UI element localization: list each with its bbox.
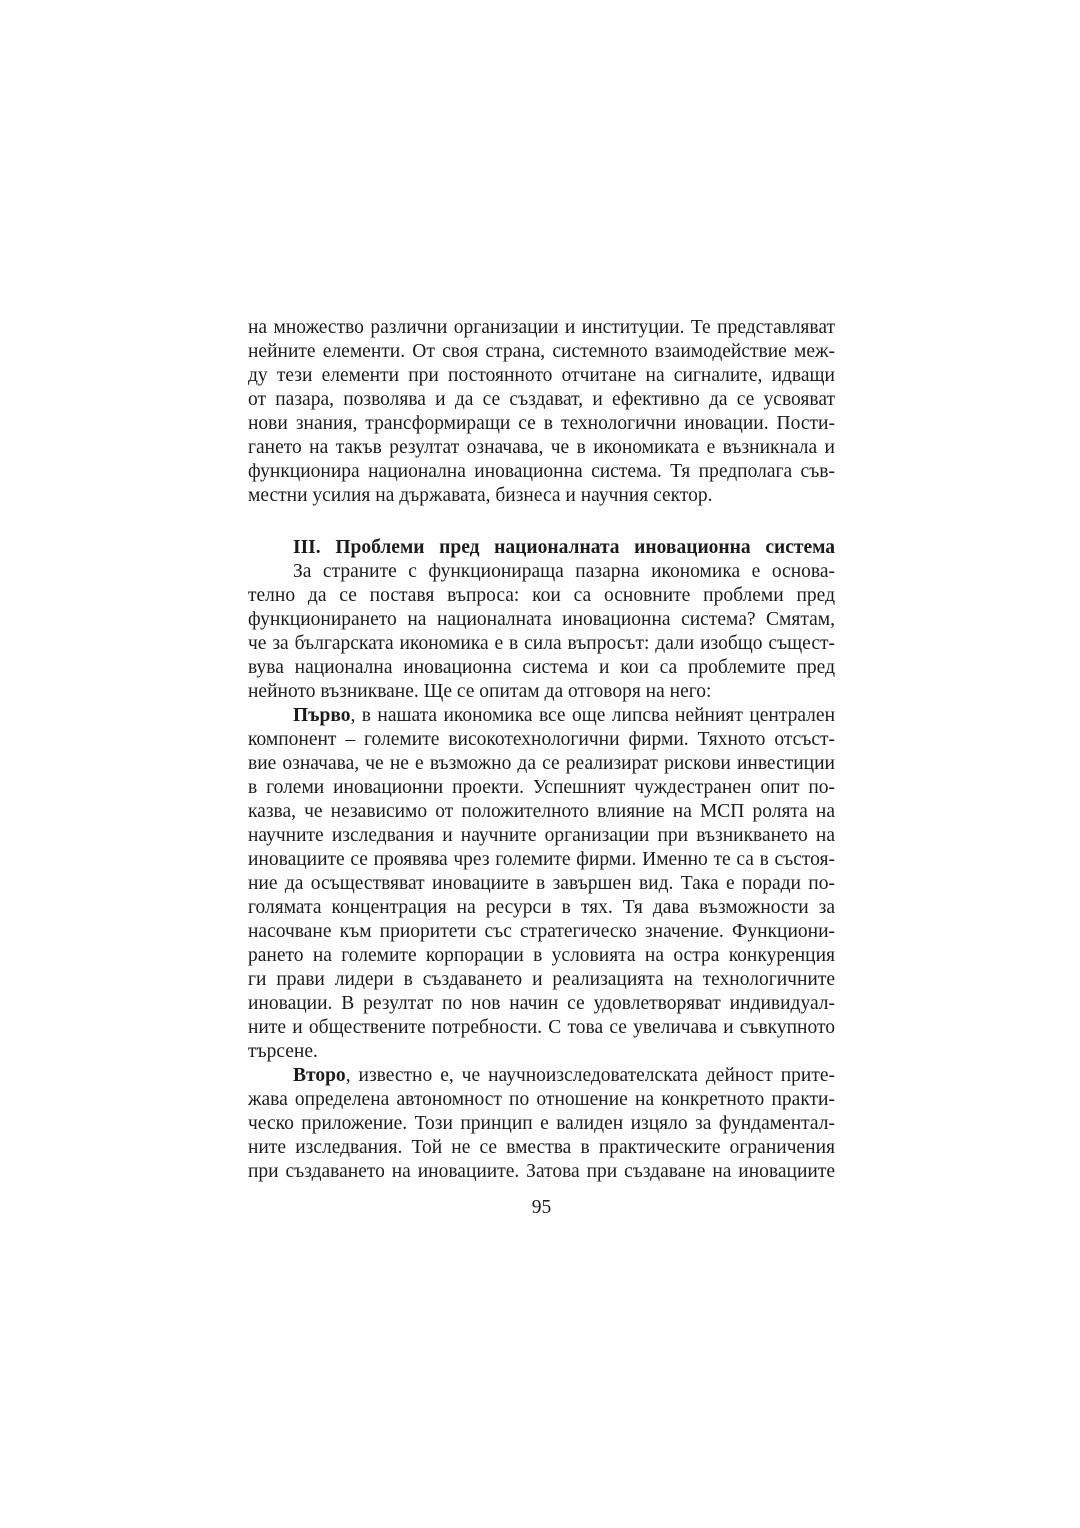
section-heading — [248, 536, 835, 560]
text-segment: ните изследвания. Той не се вмества в практическите ограничения — [248, 1137, 835, 1158]
text-line — [248, 316, 835, 340]
text-line — [248, 656, 835, 680]
text-line — [248, 436, 835, 460]
text-segment: ние да осъществяват иновациите в завършен вид. Така е поради по- — [248, 873, 835, 894]
text-segment: местни усилия на държавата, бизнеса и научния сектор. — [248, 485, 713, 506]
text-segment: на множество различни организации и институции. Те представляват — [248, 317, 835, 338]
text-segment: вие означава, че не е възможно да се реализират рискови инвестиции — [248, 753, 835, 774]
text-segment: голямата концентрация на ресурси в тях. Тя дава възможности за — [248, 897, 835, 918]
text-line — [248, 896, 835, 920]
text-line — [248, 1040, 835, 1064]
text-segment: жава определена автономност по отношение на конкретното практи- — [248, 1089, 835, 1110]
text-segment: при създаването на иновациите. Затова при създаване на иновациите — [248, 1161, 835, 1182]
text-segment: ги прави лидери в създаването и реализацията на технологичните — [248, 969, 835, 990]
text-line — [248, 1088, 835, 1112]
paragraph — [248, 316, 835, 508]
text-line — [248, 704, 835, 728]
text-segment: в големи иновационни проекти. Успешният чуждестранен опит по- — [248, 777, 835, 798]
text-segment: иновациите се проявява чрез големите фирми. Именно те са в състоя- — [248, 849, 835, 870]
text-line — [248, 848, 835, 872]
text-line — [248, 968, 835, 992]
text-segment: функционирането на националната иновационна система? Смятам, — [248, 609, 835, 630]
text-segment: от пазара, позволява и да се създават, и ефективно да се усвояват — [248, 389, 835, 410]
text-line — [248, 680, 835, 704]
text-line — [248, 728, 835, 752]
text-segment: ните и обществените потребности. С това се увеличава и съвкупното — [248, 1017, 835, 1038]
text-line — [248, 800, 835, 824]
text-line — [248, 388, 835, 412]
text-line — [248, 1136, 835, 1160]
text-segment: За страните с функционираща пазарна икономика е основа- — [293, 561, 835, 582]
text-segment: , в нашата икономика все още липсва нейният централен — [350, 705, 835, 726]
text-line — [248, 1064, 835, 1088]
text-segment: казва, че независимо от положителното влияние на МСП ролята на — [248, 801, 835, 822]
text-line — [248, 484, 835, 508]
text-line — [248, 752, 835, 776]
heading-line — [248, 536, 835, 560]
text-segment: вува национална иновационна система и кои са проблемите пред — [248, 657, 835, 678]
text-segment: III. Проблеми пред националната иновационна система — [293, 537, 835, 558]
paragraph — [248, 704, 835, 1064]
text-segment: компонент – големите високотехнологични фирми. Тяхното отсъст- — [248, 729, 835, 750]
text-segment: рането на големите корпорации в условията на остра конкуренция — [248, 945, 835, 966]
text-line — [248, 1016, 835, 1040]
text-segment: нови знания, трансформиращи се в технологични иновации. Пости- — [248, 413, 835, 434]
text-line — [248, 872, 835, 896]
text-line — [248, 340, 835, 364]
text-segment: ческо приложение. Този принцип е валиден изцяло за фундаментал- — [248, 1113, 835, 1134]
text-line — [248, 560, 835, 584]
bold-lead-word: Първо — [293, 705, 351, 726]
text-line — [248, 1112, 835, 1136]
text-line — [248, 1160, 835, 1184]
text-line — [248, 632, 835, 656]
text-segment: търсене. — [248, 1041, 318, 1062]
text-segment: , известно е, че научноизследователската дейност прите- — [345, 1065, 835, 1086]
text-segment: нейното възникване. Ще се опитам да отговоря на него: — [248, 681, 712, 702]
text-segment: функционира национална иновационна система. Тя предполага съв- — [248, 461, 835, 482]
text-line — [248, 412, 835, 436]
text-line — [248, 992, 835, 1016]
text-segment: телно да се поставя въпроса: кои са основните проблеми пред — [248, 585, 835, 606]
text-segment: гането на такъв резултат означава, че в икономиката е възникнала и — [248, 437, 835, 458]
text-line — [248, 364, 835, 388]
text-line — [248, 824, 835, 848]
text-segment: насочване към приоритети със стратегическо значение. Функциони- — [248, 921, 835, 942]
bold-lead-word: Второ — [293, 1065, 346, 1086]
text-line — [248, 460, 835, 484]
text-segment: ду тези елементи при постоянното отчитане на сигналите, идващи — [248, 365, 835, 386]
text-line — [248, 584, 835, 608]
text-segment: иновации. В резултат по нов начин се удовлетворяват индивидуал- — [248, 993, 835, 1014]
text-block — [248, 316, 835, 1184]
text-segment: научните изследвания и научните организации при възникването на — [248, 825, 835, 846]
text-line — [248, 944, 835, 968]
text-segment: нейните елементи. От своя страна, системното взаимодействие меж- — [248, 341, 835, 362]
paragraph — [248, 1064, 835, 1184]
text-line — [248, 608, 835, 632]
text-segment: че за българската икономика е в сила въпросът: дали изобщо същест- — [248, 633, 835, 654]
text-line — [248, 920, 835, 944]
text-line — [248, 776, 835, 800]
paragraph — [248, 560, 835, 704]
page-number: 95 — [531, 1197, 552, 1218]
